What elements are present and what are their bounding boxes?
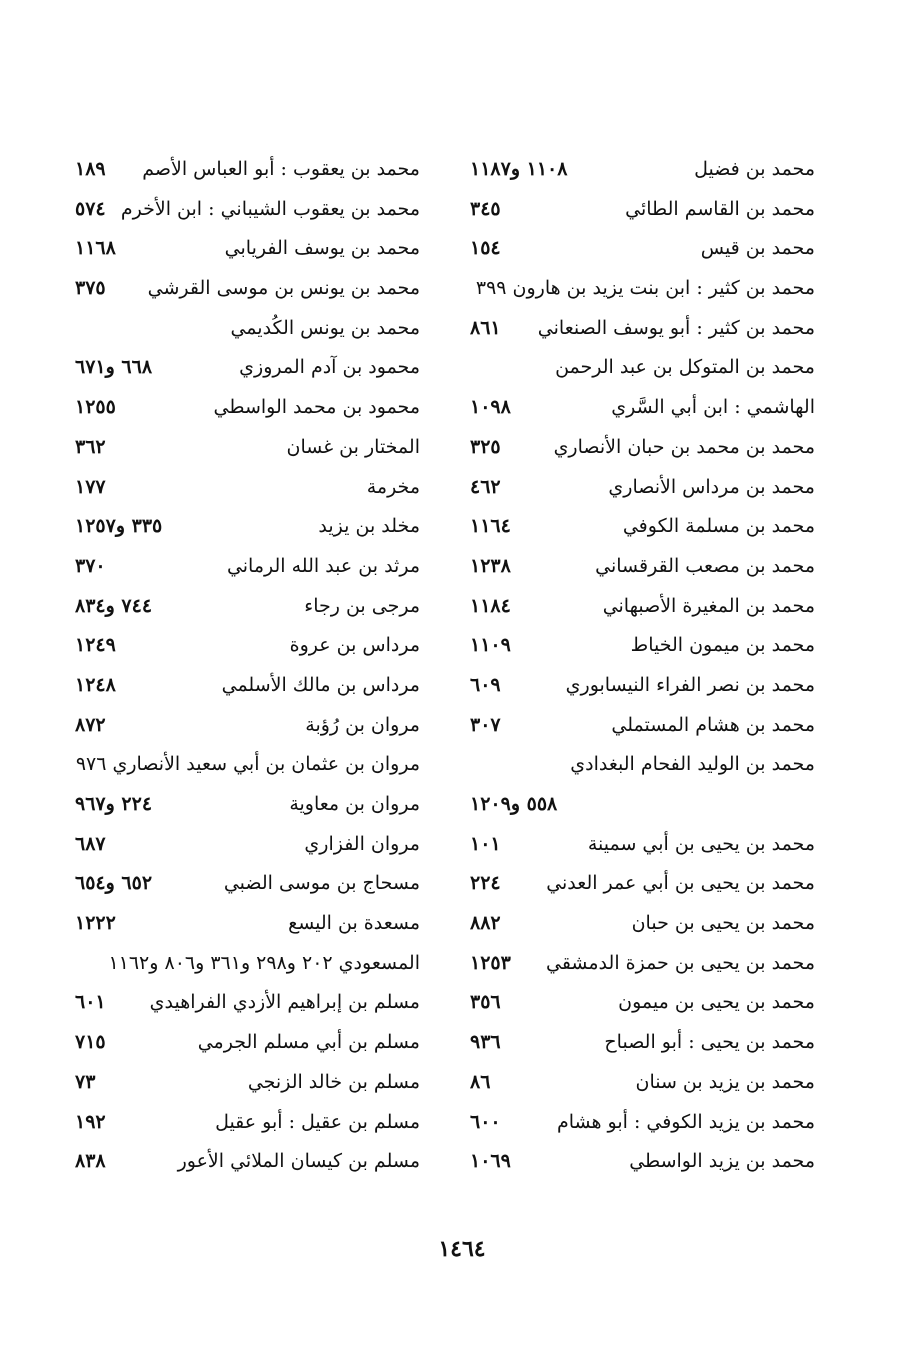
entry-name: محمد بن يحيى بن حمزة الدمشقي <box>545 951 815 974</box>
entry-name: المسعودي ٢٠٢ و٢٩٨ و٣٦١ و٨٠٦ و١١٦٢ <box>108 951 420 974</box>
entry-pages: ١١٠٨ و١١٨٧ <box>470 158 568 180</box>
entry-pages: ١٠٦٩ <box>470 1150 511 1173</box>
index-entry <box>75 309 420 349</box>
index-entry <box>470 666 815 706</box>
entry-name: محمد بن يحيى بن حبان <box>631 912 815 935</box>
entry-name: محمود بن آدم المروزي <box>239 356 420 379</box>
entry-pages: ٨٨٢ <box>470 912 501 935</box>
entry-pages: ٣٤٥ <box>470 197 501 220</box>
entry-pages: ٨٣٨ <box>75 1150 106 1173</box>
entry-name: محمد بن مسلمة الكوفي <box>622 515 815 538</box>
entry-pages: ٤٦٢ <box>470 475 501 498</box>
index-entry <box>75 1063 420 1103</box>
entry-name: مخلد بن يزيد <box>318 515 420 538</box>
entry-name: محمد بن يعقوب الشيباني : ابن الأخرم <box>120 197 420 220</box>
index-entry <box>470 428 815 468</box>
index-entry <box>470 745 815 785</box>
entry-pages: ١٢٥٥ <box>75 396 116 419</box>
entry-pages: ٦٦٨ و٦٧١ <box>75 356 153 379</box>
index-entry <box>75 388 420 428</box>
entry-name: مروان بن عثمان بن أبي سعيد الأنصاري ٩٧٦ <box>75 753 420 776</box>
index-entry <box>470 1142 815 1182</box>
index-entry <box>75 745 420 785</box>
index-entry <box>470 150 815 190</box>
entry-name: محمد بن مصعب القرقساني <box>595 554 815 577</box>
entry-name: المختار بن غسان <box>286 435 420 458</box>
entry-name: الهاشمي : ابن أبي السَّري <box>611 396 815 419</box>
entry-name: محمد بن مرداس الأنصاري <box>608 475 815 498</box>
entry-name: محمد بن كثير : أبو يوسف الصنعاني <box>537 316 815 339</box>
entry-pages: ١٩٢ <box>75 1110 106 1133</box>
entry-pages: ٥٧٤ <box>75 197 106 220</box>
index-entry <box>470 944 815 984</box>
entry-name: محمد بن ميمون الخياط <box>630 634 815 657</box>
index-entry <box>75 785 420 825</box>
index-entry <box>75 507 420 547</box>
entry-pages: ٦٠٩ <box>470 673 501 696</box>
entry-pages: ٥٥٨ و١٢٠٩ <box>470 793 558 815</box>
entry-name: محمد بن قيس <box>700 237 815 260</box>
entry-pages: ٦٨٧ <box>75 832 106 855</box>
index-entry <box>75 1023 420 1063</box>
index-entry <box>75 190 420 230</box>
entry-name: مروان الفزاري <box>304 832 420 855</box>
entry-name: محمد بن يحيى بن أبي عمر العدني <box>546 872 815 895</box>
entry-pages: ١٨٩ <box>75 158 106 180</box>
entry-name: مسحاج بن موسى الضبي <box>223 872 420 895</box>
entry-name: محمد بن الوليد الفحام البغدادي <box>570 753 815 776</box>
entry-name: مسلم بن إبراهيم الأزدي الفراهيدي <box>149 991 420 1014</box>
index-entry <box>470 904 815 944</box>
entry-name: مخرمة <box>366 475 420 498</box>
index-entry <box>470 864 815 904</box>
entry-name: محمد بن يزيد الواسطي <box>629 1150 815 1173</box>
entry-pages: ٦٥٢ و٦٥٤ <box>75 872 153 895</box>
entry-name: محمد بن يزيد بن سنان <box>635 1070 815 1093</box>
entry-name: مسلم بن عقيل : أبو عقيل <box>215 1110 420 1133</box>
entry-name: محمد بن يونس الكُديمي <box>230 316 420 339</box>
entry-name: مرثد بن عبد الله الرماني <box>226 554 420 577</box>
index-entry <box>470 547 815 587</box>
entry-name: محمد بن المغيرة الأصبهاني <box>602 594 815 617</box>
index-entry <box>470 1063 815 1103</box>
index-entry <box>75 983 420 1023</box>
entry-name: مسلم بن كيسان الملائي الأعور <box>177 1150 420 1173</box>
entry-pages: ١٢٣٨ <box>470 554 511 577</box>
page-number: ١٤٦٤ <box>438 1236 486 1262</box>
index-entry <box>470 706 815 746</box>
entry-pages: ١١٨٤ <box>470 594 511 617</box>
entry-name: محمد بن المتوكل بن عبد الرحمن <box>555 356 815 379</box>
entry-pages: ٨٧٢ <box>75 713 106 736</box>
entry-pages: ١٥٤ <box>470 237 501 260</box>
entry-pages: ٣٠٧ <box>470 713 501 736</box>
entry-name: مرجى بن رجاء <box>304 594 420 617</box>
index-entry <box>75 706 420 746</box>
entry-pages: ١٠٩٨ <box>470 396 511 419</box>
entry-pages: ٣٧٥ <box>75 277 106 300</box>
entry-name: مرداس بن عروة <box>289 634 420 657</box>
entry-name: محمد بن يزيد الكوفي : أبو هشام <box>556 1110 815 1133</box>
entry-pages: ١٠١ <box>470 832 501 855</box>
entry-pages: ٣٢٥ <box>470 435 501 458</box>
index-entry <box>75 229 420 269</box>
entry-name: محمد بن يحيى بن أبي سمينة <box>587 832 815 855</box>
entry-pages: ٨٦١ <box>470 316 501 339</box>
entry-name: محمد بن يعقوب : أبو العباس الأصم <box>142 158 420 180</box>
index-entry <box>75 428 420 468</box>
index-entry <box>75 587 420 627</box>
entry-name: محمد بن كثير : ابن بنت يزيد بن هارون ٣٩٩ <box>475 277 815 300</box>
index-entry <box>75 468 420 508</box>
entry-pages: ٣٥٦ <box>470 991 501 1014</box>
index-entry <box>75 825 420 865</box>
index-entry <box>75 904 420 944</box>
entry-pages: ٨٦ <box>470 1070 491 1093</box>
entry-name: محمد بن فضيل <box>694 158 815 180</box>
entry-pages: ١١٠٩ <box>470 634 511 657</box>
entry-pages: ٧٤٤ و٨٣٤ <box>75 594 153 617</box>
entry-pages: ٢٢٤ و٩٦٧ <box>75 793 153 815</box>
index-entry <box>470 309 815 349</box>
entry-pages: ١٢٤٨ <box>75 673 116 696</box>
entry-name: مسعدة بن اليسع <box>288 912 420 935</box>
entry-pages: ١١٦٤ <box>470 515 511 538</box>
entry-name: مرداس بن مالك الأسلمي <box>221 673 420 696</box>
index-entry <box>470 190 815 230</box>
entry-pages: ٣٣٥ و١٢٥٧ <box>75 515 163 538</box>
entry-pages: ٣٧٠ <box>75 554 106 577</box>
index-entry <box>470 468 815 508</box>
entry-pages: ٧١٥ <box>75 1031 106 1054</box>
index-entry <box>470 587 815 627</box>
entry-pages: ٢٢٤ <box>470 872 501 895</box>
index-entry <box>470 983 815 1023</box>
index-entry <box>470 1103 815 1143</box>
entry-pages: ١١٦٨ <box>75 237 116 260</box>
entry-name: محمد بن هشام المستملي <box>611 713 815 736</box>
index-entry <box>75 348 420 388</box>
index-column-right <box>470 150 815 1182</box>
index-entry <box>470 229 815 269</box>
index-entry <box>75 150 420 190</box>
index-column-left <box>75 150 420 1182</box>
index-entry <box>75 1103 420 1143</box>
entry-name: مسلم بن خالد الزنجي <box>247 1070 420 1093</box>
entry-pages: ٣٦٢ <box>75 435 106 458</box>
entry-name: محمد بن يحيى بن ميمون <box>618 991 815 1014</box>
entry-name: مسلم بن أبي مسلم الجرمي <box>197 1031 420 1054</box>
entry-name: محمد بن يحيى : أبو الصباح <box>604 1031 815 1054</box>
entry-name: محمد بن يوسف الفريابي <box>224 237 420 260</box>
index-entry <box>75 269 420 309</box>
entry-name: مروان بن رُؤبة <box>305 713 420 736</box>
entry-pages: ٦٠١ <box>75 991 106 1014</box>
index-entry <box>470 1023 815 1063</box>
index-entry <box>75 1142 420 1182</box>
entry-pages: ١٢٥٣ <box>470 951 511 974</box>
index-entry <box>470 348 815 388</box>
entry-pages: ١٧٧ <box>75 475 106 498</box>
index-entry <box>75 626 420 666</box>
entry-name: محمود بن محمد الواسطي <box>213 396 420 419</box>
entry-pages: ٧٣ <box>75 1070 96 1093</box>
entry-pages: ١٢٤٩ <box>75 634 116 657</box>
index-entry <box>470 388 815 428</box>
index-entry <box>470 269 815 309</box>
index-entry <box>470 785 815 825</box>
index-entry <box>75 547 420 587</box>
entry-name: محمد بن نصر الفراء النيسابوري <box>565 673 815 696</box>
index-entry <box>75 944 420 984</box>
index-entry <box>470 507 815 547</box>
index-entry <box>470 825 815 865</box>
index-entry <box>470 626 815 666</box>
entry-name: محمد بن القاسم الطائي <box>625 197 815 220</box>
index-entry <box>75 666 420 706</box>
entry-name: محمد بن محمد بن حبان الأنصاري <box>553 435 815 458</box>
entry-pages: ٩٣٦ <box>470 1031 501 1054</box>
index-entry <box>75 864 420 904</box>
entry-pages: ٦٠٠ <box>470 1110 501 1133</box>
entry-name: محمد بن يونس بن موسى القرشي <box>147 277 420 300</box>
entry-name: مروان بن معاوية <box>289 793 420 815</box>
entry-pages: ١٢٢٢ <box>75 912 116 935</box>
